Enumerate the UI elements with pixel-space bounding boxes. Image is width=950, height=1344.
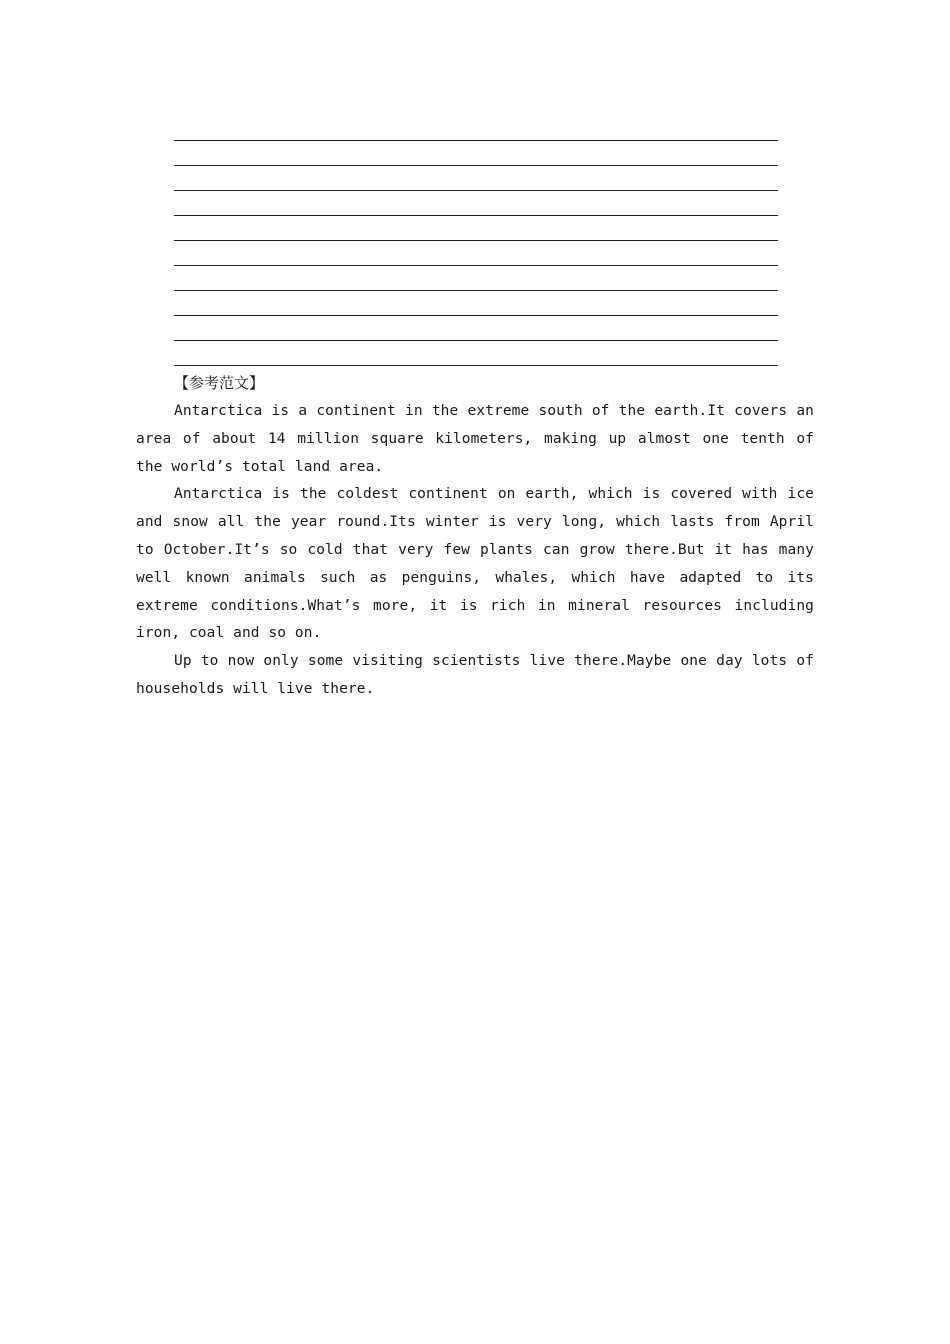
answer-line [174,365,778,366]
essay-paragraph: Up to now only some visiting scientists live there.Maybe one day lots of households will live there. [136,653,814,697]
answer-line [174,265,778,266]
answer-writing-lines [174,140,778,370]
answer-line [174,190,778,191]
answer-line [174,315,778,316]
answer-line [174,165,778,166]
answer-line [174,215,778,216]
essay-paragraph: Antarctica is a continent in the extreme south of the earth.It covers an area of about 14 million square kilometers, making up almost one tenth of the world’s total land area. [136,403,814,475]
answer-line [174,340,778,341]
reference-essay-heading: 【参考范文】 [174,374,265,392]
answer-line [174,140,778,141]
answer-line [174,240,778,241]
reference-essay [136,398,814,704]
answer-line [174,290,778,291]
essay-paragraph: Antarctica is the coldest continent on earth, which is covered with ice and snow all the year round.Its winter is very long, which lasts from April to October.It’s so cold that very few plants can grow there.But it has many well known animals such as penguins, whales, which have adapted to its extreme conditions.What’s more, it is rich in mineral resources including iron, coal and so on. [136,486,814,642]
